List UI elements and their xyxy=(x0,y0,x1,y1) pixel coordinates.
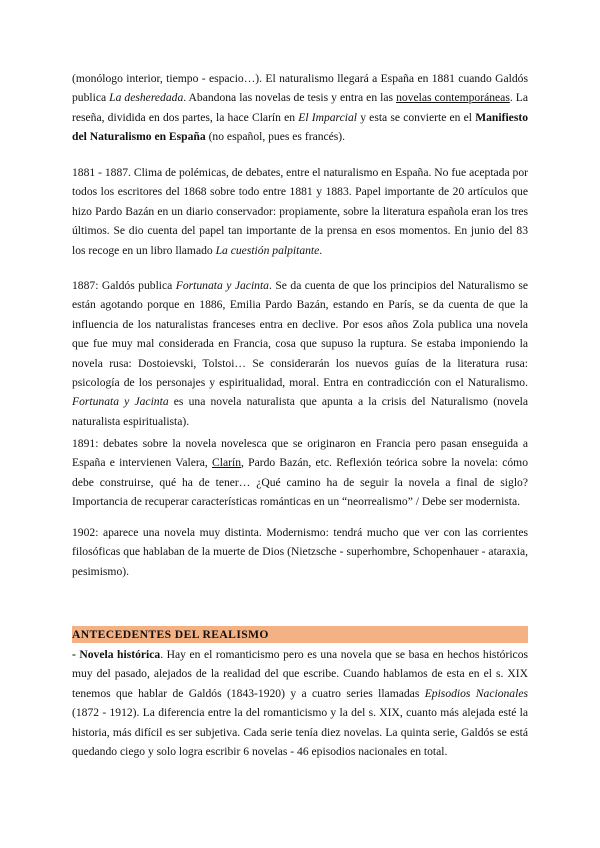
paragraph-1891 xyxy=(72,434,528,512)
paragraph-1881-1887 xyxy=(72,163,528,260)
paragraph-novela-historica xyxy=(72,645,528,761)
book-title: Fortunata y Jacinta xyxy=(175,279,269,292)
text: 1891: debates sobre la novela novelesca que se originaron en Francia pero pasan enseguida a España e intervienen Valera, xyxy=(72,437,528,470)
text: . xyxy=(319,243,323,257)
book-title: La cuestión palpitante xyxy=(215,243,320,257)
book-title: La desheredada xyxy=(109,91,184,105)
text: . Abandona las novelas de tesis y entra en las xyxy=(183,91,397,105)
paragraph-naturalismo-espana xyxy=(72,69,528,147)
text: . Hay en el romanticismo pero es una novela que se basa en hechos históricos muy del pasado, alejados de la realidad del que escribe. Cuando hablamos de esta en el s. XIX tenemos que hablar de Galdós (1843-1920) y a cuatro series llamadas xyxy=(72,648,528,700)
paragraph-1887 xyxy=(72,276,528,431)
paragraph-1902 xyxy=(72,523,528,581)
bold-text: Manifiesto del Naturalismo en España xyxy=(72,110,528,144)
bold-text: - Novela histórica xyxy=(72,648,161,661)
text: 1887: Galdós publica xyxy=(72,279,176,292)
text: (monólogo interior, tiempo - espacio…). El naturalismo llegará a España en 1881 cuando Galdós publica xyxy=(72,72,528,105)
series-title: Episodios Nacionales xyxy=(424,686,528,700)
text: (no español, pues es francés). xyxy=(205,130,346,144)
text: y esta se convierte en el xyxy=(357,110,476,124)
text: 1902: aparece una novela muy distinta. Modernismo: tendrá mucho que ver con las corrientes filosóficas que hablaban de la muerte de Dios (Nietzsche - superhombre, Schopenhauer - ataraxia, pesimismo). xyxy=(72,526,528,578)
underlined-text: novelas contemporáneas xyxy=(396,91,510,105)
newspaper-title: El Imparcial xyxy=(298,110,358,124)
text: , Pardo Bazán, etc. Reflexión teórica sobre la novela: cómo debe construirse, qué ha de tener… ¿Qué camino ha de seguir la novela a final de siglo? Importancia de recuperar características románticas en un “neorrealismo” / Debe ser modernista. xyxy=(72,456,528,509)
text: . Se da cuenta de que los principios del Naturalismo se están agotando porque en 1886, Emilia Pardo Bazán, estando en París, se da cuenta de que la influencia de los naturalistas franceses entra en declive. Por esos años Zola publica una novela que fue muy mal considerada en Francia, cosa que supuso la ruptura. Se estaba imponiendo la novela rusa: Dostoievski, Tolstoi… Se considerarán los nuevos guías de la literatura rusa: psicología de los personajes y espiritualidad, moral. Entra en contradicción con el Naturalismo. xyxy=(72,279,528,390)
text: 1881 - 1887. Clima de polémicas, de debates, entre el naturalismo en España. No fue aceptada por todos los escritores del 1868 sobre todo entre 1881 y 1883. Papel importante de 20 artículos que hizo Pardo Bazán en un diario conservador: propiamente, sobre la literatura española eran los tres últimos. Se dio cuenta del papel tan importante de la prensa en esos momentos. En junio del 83 los recoge en un libro llamado xyxy=(72,166,528,257)
book-title: Fortunata y Jacinta xyxy=(72,395,169,409)
underlined-text: Clarín xyxy=(212,456,242,470)
text: (1872 - 1912). La diferencia entre la del romanticismo y la del s. XIX, cuanto más alejada esté la historia, más difícil es ser subjetiva. Cada serie tenía diez novelas. La quinta serie, Galdós se está quedando ciego y solo logra escribir 6 novelas - 46 episodios nacionales en total. xyxy=(72,706,528,759)
text: . La reseña, dividida en dos partes, la hace Clarín en xyxy=(72,91,528,124)
text: es una novela naturalista que apunta a la crisis del Naturalismo (novela naturalista espiritualista). xyxy=(72,395,528,428)
section-heading: ANTECEDENTES DEL REALISMO xyxy=(72,626,528,643)
